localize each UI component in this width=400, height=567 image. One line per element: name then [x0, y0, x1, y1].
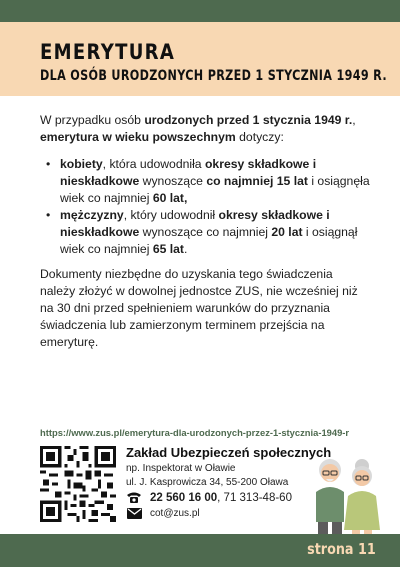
list-bold: 20 lat: [271, 225, 303, 239]
list-text: .: [183, 242, 188, 256]
intro-part: ,: [352, 113, 356, 127]
list-text: i osiągnął wiek co najmniej: [60, 225, 358, 256]
top-bar: [0, 0, 400, 22]
list-bold: co najmniej 15 lat: [206, 174, 308, 188]
page-number: strona 11: [307, 540, 376, 558]
list-item-women: [40, 156, 375, 207]
email-address[interactable]: cot@zus.pl: [150, 508, 200, 519]
list-text: wynoszące co najmniej: [139, 225, 272, 239]
intro-part: W przypadku osób: [40, 113, 145, 127]
org-address: ul. J. Kasprowicza 34, 55-200 Oława: [126, 477, 289, 488]
list-text: i osiągnęła wiek co najmniej: [60, 174, 370, 205]
list-text: wynoszące: [139, 174, 207, 188]
list-text: , który udowodnił: [123, 208, 219, 222]
phone-main[interactable]: 22 560 16 00: [150, 491, 218, 504]
org-name: Zakład Ubezpieczeń społecznych: [126, 445, 332, 460]
phone-row: [126, 491, 292, 504]
qr-code-icon: [40, 446, 116, 522]
list-bold: 65 lat: [152, 242, 184, 256]
list-bold: mężczyzny: [60, 208, 124, 222]
mail-icon: [126, 508, 142, 519]
bullet: •: [46, 157, 51, 171]
email-row: [126, 508, 200, 519]
intro-text: [40, 112, 370, 146]
conditions-list: [40, 156, 375, 258]
list-bold: okresy składkowe i nieskładkowe: [60, 208, 330, 239]
list-bold: 60 lat,: [152, 191, 188, 205]
phone-secondary[interactable]: , 71 313-48-60: [217, 491, 292, 504]
list-bold: okresy składkowe i nieskładkowe: [60, 157, 317, 188]
list-item-men: [40, 207, 375, 258]
intro-bold: urodzonych przed 1 stycznia 1949 r.: [144, 113, 353, 127]
phone-icon: [126, 491, 142, 504]
page-title: EMERYTURA: [40, 40, 176, 64]
documents-paragraph: Dokumenty niezbędne do uzyskania tego świadczenia należy złożyć w dowolnej jednostce ZUS, nie wcześniej niż na 30 dni przed spełnieniem warunków do przyznania świadczenia lub zamierzonym terminem przejścia na emeryturę.: [40, 267, 358, 349]
page-subtitle: DLA OSÓB URODZONYCH PRZED 1 STYCZNIA 1949 R.: [40, 68, 387, 84]
list-bold: kobiety: [60, 157, 103, 171]
intro-part: dotyczy:: [235, 130, 284, 144]
list-text: , która udowodniła: [102, 157, 205, 171]
intro-bold: emerytura w wieku powszechnym: [40, 130, 236, 144]
bullet: •: [46, 208, 51, 222]
elderly-couple-illustration: [300, 452, 392, 544]
source-link[interactable]: https://www.zus.pl/emerytura-dla-urodzonych-przez-1-stycznia-1949-r: [40, 427, 350, 438]
org-branch: np. Inspektorat w Oławie: [126, 463, 236, 474]
